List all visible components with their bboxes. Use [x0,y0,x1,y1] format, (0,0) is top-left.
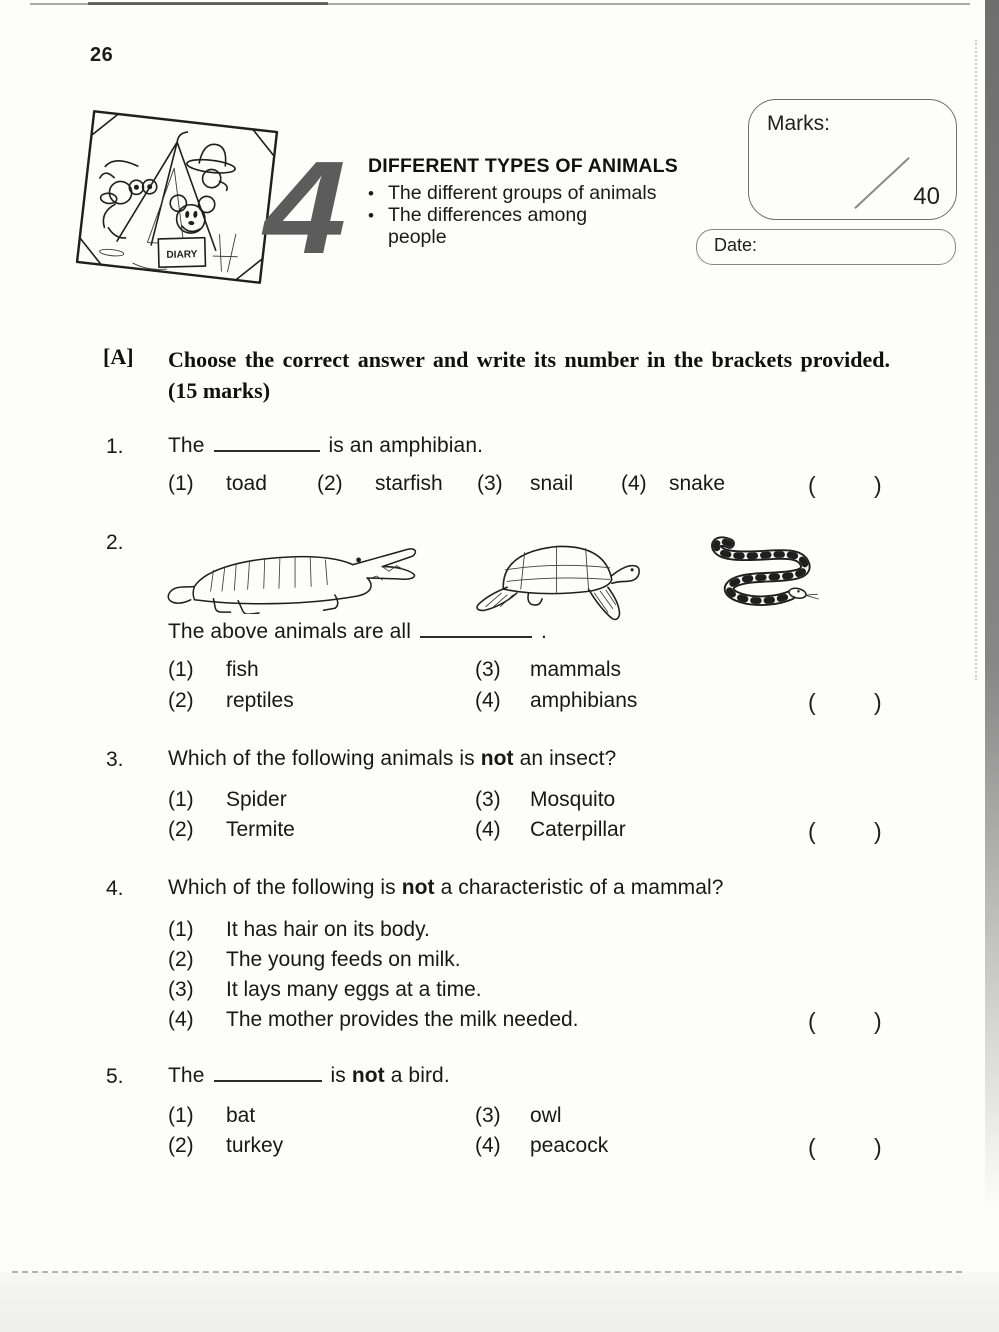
date-label: Date: [714,235,758,255]
answer-bracket-close: ) [874,818,882,844]
marks-slash-line [854,157,909,209]
option-number: (4) [168,1008,194,1031]
option-label: Termite [226,818,295,841]
question-1-number: 1. [106,435,124,458]
option-label: snail [530,472,574,495]
question-3-text-before: Which of the following animals is [168,747,481,770]
unit-bullet-2 [368,204,623,248]
option-label: The young feeds on milk. [226,948,461,971]
scan-footer-shading [0,1272,999,1332]
question-4-options [168,918,888,1040]
question-4-text-after: a characteristic of a mammal? [434,876,724,899]
answer-bracket-open: ( [808,1008,816,1034]
option-number: (2) [168,1134,194,1157]
answer-blank [214,434,320,452]
question-2-text-before: The above animals are all [168,620,411,643]
question-1-text-after: is an amphibian. [328,434,484,457]
option-label: The mother provides the milk needed. [226,1008,579,1031]
question-1-options [168,472,888,502]
marks-total: 40 [913,183,940,210]
mickey-camping-photo-illustration [74,108,281,286]
question-5-number: 5. [106,1065,124,1088]
option-label: peacock [530,1134,609,1157]
option-number: (1) [168,1104,194,1127]
option-number: (4) [475,818,501,841]
option-label: owl [530,1104,562,1127]
answer-bracket-open: ( [808,1134,816,1160]
scan-right-edge-shadow [985,0,999,1210]
option-number: (2) [317,472,343,495]
answer-bracket-open: ( [808,818,816,844]
question-4-text [168,876,724,900]
question-4-bold-word: not [401,876,435,899]
question-1-text-before: The [168,434,205,457]
question-3-options [168,788,888,850]
sea-turtle-illustration [473,533,645,625]
option-label: Mosquito [530,788,616,811]
answer-blank [420,620,532,638]
answer-bracket-close: ) [874,1008,882,1034]
marks-box [748,99,957,220]
option-label: starfish [375,472,443,495]
page-number: 26 [90,44,114,66]
date-box [696,229,956,265]
option-number: (1) [168,658,194,681]
question-2-text [168,620,547,644]
option-number: (3) [475,788,501,811]
option-number: (4) [475,1134,501,1157]
question-5-text-after: a bird. [384,1064,450,1087]
crocodile-illustration [152,540,440,614]
option-label: toad [226,472,267,495]
option-number: (1) [168,788,194,811]
question-1-text [168,434,483,458]
option-number: (3) [475,1104,501,1127]
option-label: reptiles [226,689,294,712]
option-label: mammals [530,658,622,681]
answer-bracket-open: ( [808,689,816,715]
option-label: Caterpillar [530,818,626,841]
answer-bracket-close: ) [874,472,882,498]
question-2-text-after: . [540,620,547,643]
option-label: turkey [226,1134,284,1157]
answer-blank [214,1064,322,1082]
section-a-instruction: Choose the correct answer and write its number in the brackets provided. (15 marks) [168,347,890,403]
question-5-options [168,1104,888,1166]
bullet-icon: • [368,206,374,225]
option-number: (4) [621,472,647,495]
question-5-text [168,1064,450,1088]
question-5-text-before: The [168,1064,205,1087]
unit-bullet-2-text: The differences among people [388,204,588,248]
option-label: amphibians [530,689,638,712]
question-4-text-before: Which of the following is [168,876,402,899]
option-label: fish [226,658,259,681]
option-label: snake [669,472,726,495]
option-number: (2) [168,948,194,971]
option-number: (3) [168,978,194,1001]
unit-title: DIFFERENT TYPES OF ANIMALS [368,155,678,177]
question-5-bold-word: not [351,1064,385,1087]
option-label: It lays many eggs at a time. [226,978,482,1001]
option-number: (2) [168,818,194,841]
question-2-number: 2. [106,531,124,554]
option-label: It has hair on its body. [226,918,430,941]
option-number: (2) [168,689,194,712]
option-label: bat [226,1104,256,1127]
option-label: Spider [226,788,287,811]
diary-label: DIARY [166,249,198,261]
option-number: (4) [475,689,501,712]
scan-right-dotted-line [975,40,977,680]
section-a-label: [A] [103,344,134,369]
bullet-icon: • [368,184,374,203]
question-2-options [168,658,888,720]
option-number: (3) [477,472,503,495]
question-3-bold-word: not [480,747,514,770]
snake-illustration [702,534,828,620]
unit-number: 4 [264,134,347,281]
question-3-number: 3. [106,748,124,771]
option-number: (1) [168,472,194,495]
question-3-text-after: an insect? [513,747,617,770]
unit-bullet-1 [368,182,656,205]
marks-label: Marks: [767,112,830,135]
scan-bottom-dashed-line [12,1271,962,1273]
option-number: (1) [168,918,194,941]
unit-bullet-1-text: The different groups of animals [388,182,657,204]
question-4-number: 4. [106,877,124,900]
question-3-text [168,747,616,771]
question-5-text-mid: is [330,1064,352,1087]
scan-top-edge-line-dark [88,2,328,5]
answer-bracket-open: ( [808,472,816,498]
option-number: (3) [475,658,501,681]
answer-bracket-close: ) [874,1134,882,1160]
answer-bracket-close: ) [874,689,882,715]
